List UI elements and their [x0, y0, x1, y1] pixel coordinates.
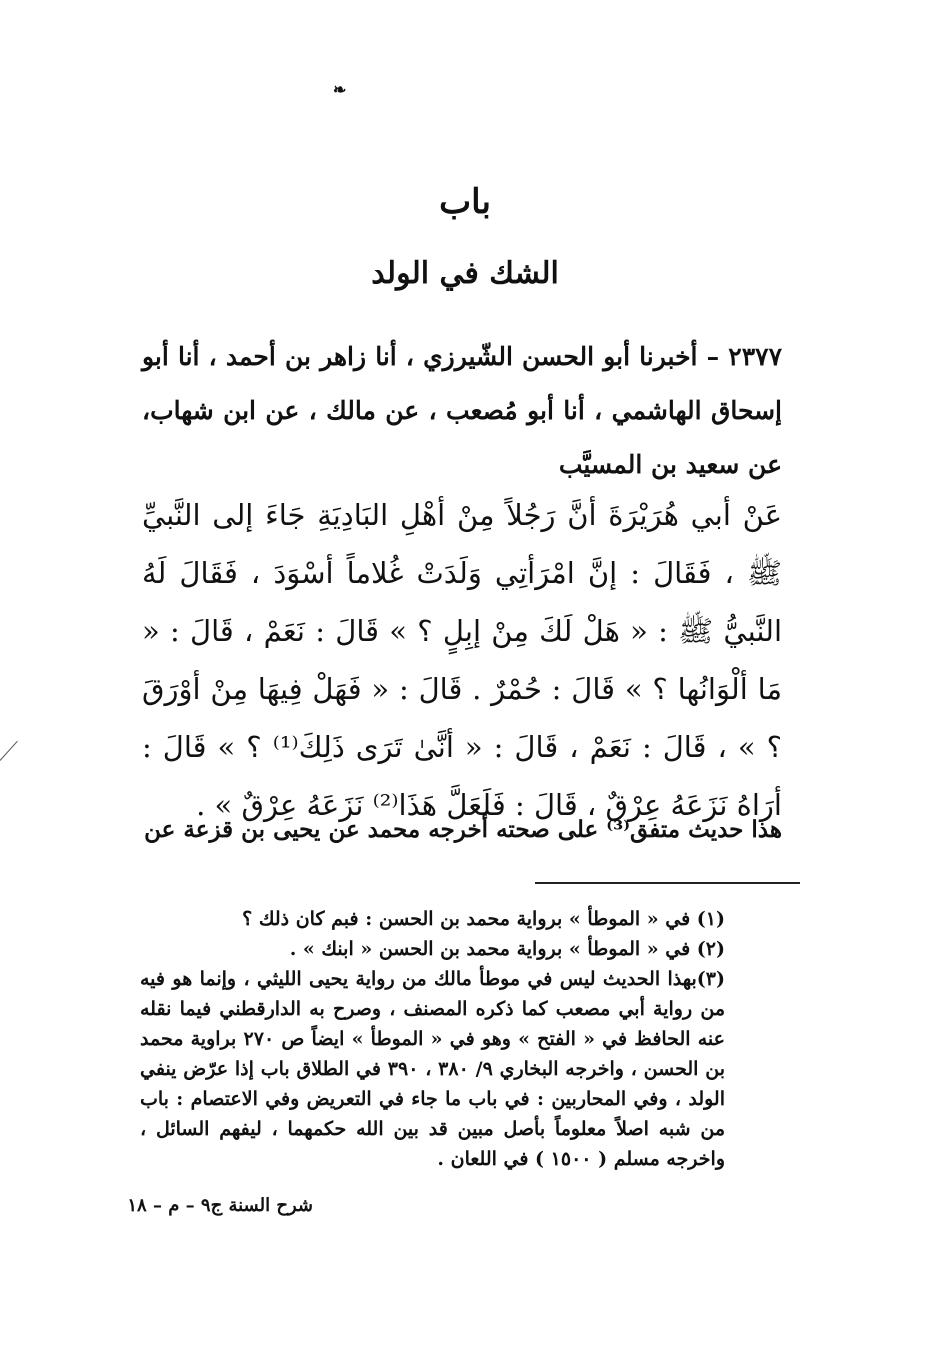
hadith-text: عَنْ أبي هُرَيْرَةَ أنَّ رَجُلاً مِنْ أهْلِ البَادِيَةِ جَاءَ إلى النَّبيِّ ﷺ ، فَقَالَ : إنَّ امْرَأتِي وَلَدَتْ غُلاماً أسْوَدَ ، فَقَالَ لَهُ النَّبيُّ ﷺ : « هَلْ لَكَ مِنْ إبِلٍ ؟ » قَالَ : نَعَمْ ، قَالَ : « مَا ألْوَانُها ؟ » قَالَ : حُمْرٌ . قَالَ : « فَهَلْ فِيهَا مِنْ أوْرَقَ ؟ » ، قَالَ : نَعَمْ ، قَالَ : « أنَّىٰ تَرَى ذَلِكَ⁽¹⁾ ؟ » قَالَ : أرَاهُ نَزَعَهُ عِرْقٌ ، قَالَ : فَلَعَلَّ هَذَا⁽²⁾ نَزَعَهُ عِرْقٌ » . [142, 498, 783, 822]
footnotes-section [140, 904, 785, 1174]
footnote-1: (١) في « الموطأ » برواية محمد بن الحسن : فبم كان ذلك ؟ [242, 908, 725, 930]
page-signature: شرح السنة ج٩ – م – ١٨ [127, 1195, 313, 1216]
ornament-mark: ❧ [333, 80, 347, 99]
hadith-isnad: ٢٣٧٧ – أخبرنا أبو الحسن الشّيرزي ، أنا زاهر بن أحمد ، أنا أبو إسحاق الهاشمي ، أنا أبو مُصعب ، عن مالك ، عن ابن شهاب، عن سعيد بن المسيَّب [142, 342, 782, 479]
footnote-3: (٣)بهذا الحديث ليس في موطأ مالك من رواية يحيى الليثي ، وإنما هو فيه من رواية أبي مصعب كما ذكره المصنف ، وصرح به الدارقطني فيما نقله عنه الحافظ في « الفتح » وهو في « الموطأ » ايضاً ص ٢٧٠ براوية محمد بن الحسن ، واخرجه البخاري ٩/ ٣٨٠ ، ٣٩٠ في الطلاق باب إذا عرّض ينفي الولد ، وفي المحاربين : في باب ما جاء في التعريض وفي الاعتصام : باب من شبه اصلاً معلوماً بأصل مبين قد بين الله حكمهما ، ليفهم السائل ، واخرجه مسلم ( ١٥٠٠ ) في اللعان . [140, 968, 725, 1170]
chapter-subtitle: الشك في الولد [371, 256, 559, 291]
footnote-2: (٢) في « الموطأ » برواية محمد بن الحسن « ابنك » . [289, 938, 725, 960]
margin-scratch [0, 741, 18, 761]
hadith-verdict: هذا حديث متفق⁽³⁾ على صحته أخرجه محمد عن يحيى بن قزعة عن [144, 816, 782, 843]
footnote-divider [535, 882, 800, 884]
chapter-title: باب [439, 182, 491, 222]
